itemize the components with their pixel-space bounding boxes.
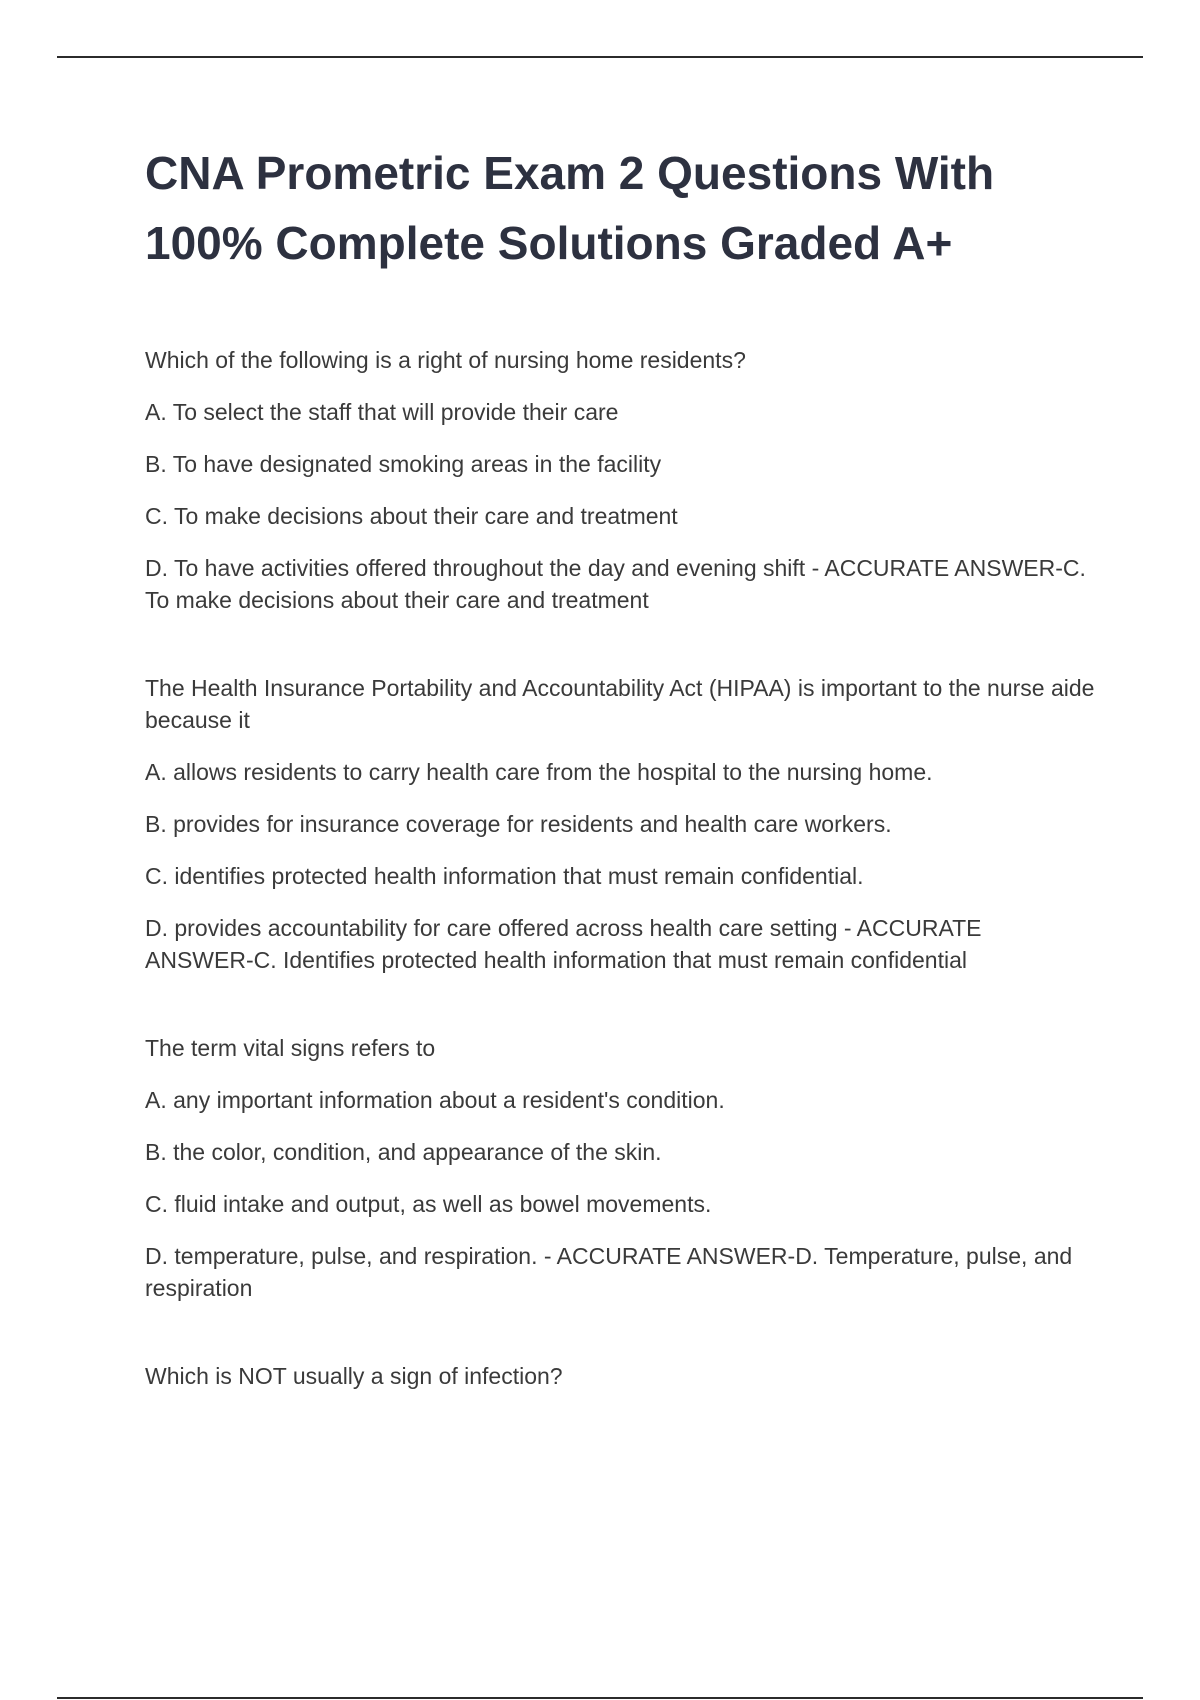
question-text: The Health Insurance Portability and Accountability Act (HIPAA) is important to the nurse aide because it xyxy=(145,675,1095,733)
answer-option-a: A. any important information about a resident's condition. xyxy=(145,1087,725,1113)
document-title xyxy=(145,138,1095,278)
question-text: Which is NOT usually a sign of infection? xyxy=(145,1363,563,1389)
question-block-3 xyxy=(145,1032,1095,1304)
answer-option-c: C. fluid intake and output, as well as bowel movements. xyxy=(145,1191,712,1217)
question-text: The term vital signs refers to xyxy=(145,1035,436,1061)
bottom-rule xyxy=(57,1697,1143,1699)
question-block-2 xyxy=(145,672,1095,976)
answer-option-d: D. provides accountability for care offered across health care setting - ACCURATE ANSWER-C. Identifies protected health information that must remain confidential xyxy=(145,915,982,973)
answer-option-a: A. To select the staff that will provide their care xyxy=(145,399,619,425)
question-block-1 xyxy=(145,344,1095,616)
question-block-4 xyxy=(145,1360,1095,1392)
title-line-2: 100% Complete Solutions Graded A+ xyxy=(145,217,953,269)
answer-option-c: C. identifies protected health information that must remain confidential. xyxy=(145,863,864,889)
answer-option-a: A. allows residents to carry health care from the hospital to the nursing home. xyxy=(145,759,933,785)
answer-option-b: B. To have designated smoking areas in the facility xyxy=(145,451,662,477)
answer-option-b: B. provides for insurance coverage for residents and health care workers. xyxy=(145,811,892,837)
answer-option-b: B. the color, condition, and appearance of the skin. xyxy=(145,1139,662,1165)
page-content xyxy=(145,138,1095,1412)
question-text: Which of the following is a right of nursing home residents? xyxy=(145,347,746,373)
answer-option-c: C. To make decisions about their care and treatment xyxy=(145,503,678,529)
title-line-1: CNA Prometric Exam 2 Questions With xyxy=(145,147,995,199)
top-rule xyxy=(57,56,1143,58)
answer-option-d: D. temperature, pulse, and respiration. - ACCURATE ANSWER-D. Temperature, pulse, and respiration xyxy=(145,1243,1073,1301)
answer-option-d: D. To have activities offered throughout the day and evening shift - ACCURATE ANSWER-C. To make decisions about their care and treatment xyxy=(145,555,1086,613)
